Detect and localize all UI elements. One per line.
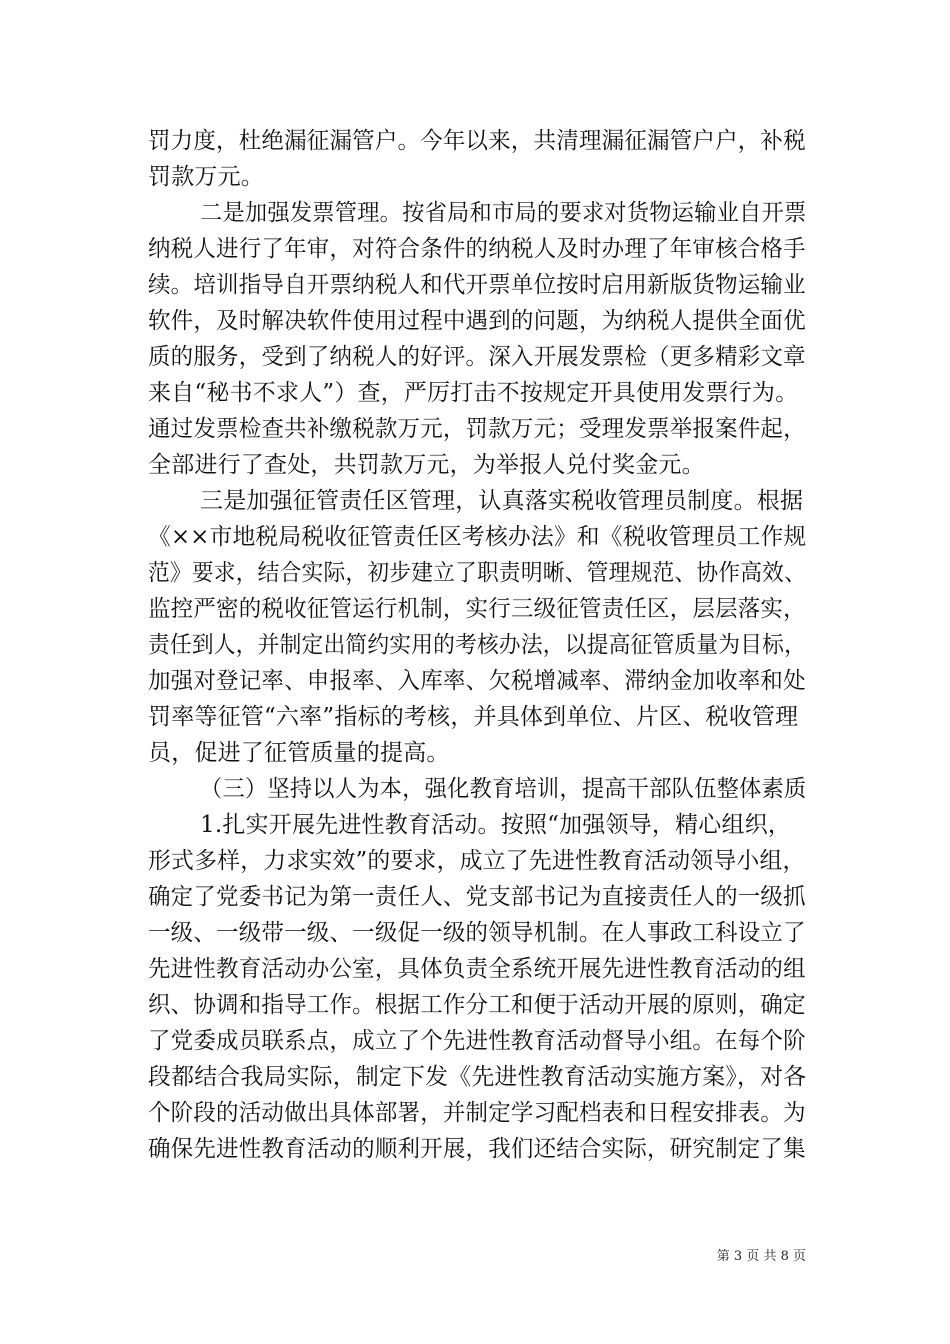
- text-line: 《××市地税局税收征管责任区考核办法》和《税收管理员工作规: [148, 524, 807, 550]
- text-line: 个阶段的活动做出具体部署，并制定学习配档表和日程安排表。为: [148, 1100, 806, 1126]
- text-line: 确定了党委书记为第一责任人、党支部书记为直接责任人的一级抓: [148, 884, 806, 910]
- text-line: 形式多样，力求实效”的要求，成立了先进性教育活动领导小组，: [148, 848, 806, 874]
- text-line: 加强对登记率、申报率、入库率、欠税增减率、滞纳金加收率和处: [148, 668, 806, 694]
- text-line: 罚率等征管“六率”指标的考核，并具体到单位、片区、税收管理: [148, 704, 799, 730]
- text-line: 质的服务，受到了纳税人的好评。深入开展发票检（更多精彩文章: [148, 344, 806, 370]
- paragraph-start-line: 二是加强发票管理。按省局和市局的要求对货物运输业自开票: [200, 200, 807, 226]
- text-line: 确保先进性教育活动的顺利开展，我们还结合实际，研究制定了集: [148, 1136, 806, 1162]
- text-line: 员，促进了征管质量的提高。: [148, 740, 450, 766]
- text-line: 全部进行了查处，共罚款万元，为举报人兑付奖金元。: [148, 452, 705, 478]
- text-line: 织、协调和指导工作。根据工作分工和便于活动开展的原则，确定: [148, 992, 806, 1018]
- text-line: 段都结合我局实际，制定下发《先进性教育活动实施方案》，对各: [148, 1064, 807, 1090]
- text-line: 罚力度，杜绝漏征漏管户。今年以来，共清理漏征漏管户户，补税: [148, 128, 806, 154]
- paragraph-start-line: 1.扎实开展先进性教育活动。按照“加强领导，精心组织，: [200, 812, 792, 838]
- paragraph-start-line: 三是加强征管责任区管理，认真落实税收管理员制度。根据: [200, 488, 804, 514]
- text-line: 纳税人进行了年审，对符合条件的纳税人及时办理了年审核合格手: [148, 236, 806, 262]
- text-line: 范》要求，结合实际，初步建立了职责明晰、管理规范、协作高效、: [148, 560, 806, 586]
- text-line: 续。培训指导自开票纳税人和代开票单位按时启用新版货物运输业: [148, 272, 806, 298]
- text-line: 责任到人，并制定出简约实用的考核办法，以提高征管质量为目标，: [148, 632, 806, 658]
- text-line: 通过发票检查共补缴税款万元，罚款万元；受理发票举报案件起，: [148, 416, 806, 442]
- text-line: 软件，及时解决软件使用过程中遇到的问题，为纳税人提供全面优: [148, 308, 806, 334]
- text-line: 来自“秘书不求人”）查，严厉打击不按规定开具使用发票行为。: [148, 380, 799, 406]
- text-line: 先进性教育活动办公室，具体负责全系统开展先进性教育活动的组: [148, 956, 806, 982]
- text-line: 罚款万元。: [148, 164, 264, 190]
- section-heading: （三）坚持以人为本，强化教育培训，提高干部队伍整体素质: [200, 776, 807, 802]
- text-line: 一级、一级带一级、一级促一级的领导机制。在人事政工科设立了: [148, 920, 806, 946]
- text-line: 了党委成员联系点，成立了个先进性教育活动督导小组。在每个阶: [148, 1028, 806, 1054]
- text-line: 监控严密的税收征管运行机制，实行三级征管责任区，层层落实，: [148, 596, 806, 622]
- page-number-footer: 第 3 页 共 8 页: [716, 1249, 806, 1264]
